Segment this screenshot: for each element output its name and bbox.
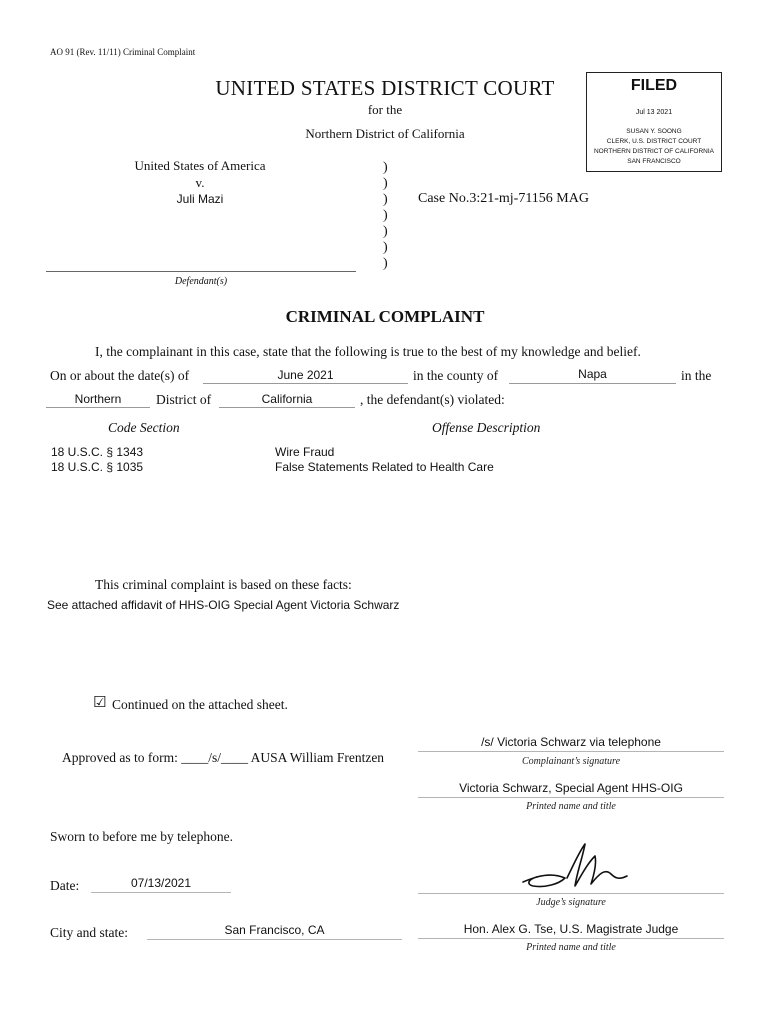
judge-signature-line — [418, 893, 724, 894]
caption-defendant: Juli Mazi — [176, 192, 224, 206]
district-prefix-field[interactable]: Northern — [74, 392, 122, 406]
in-the-suffix: in the — [681, 368, 712, 383]
district-prefix-line — [46, 407, 150, 408]
complainant-signature[interactable]: /s/ Victoria Schwarz via telephone — [481, 735, 661, 749]
date-line — [91, 892, 231, 893]
court-title: UNITED STATES DISTRICT COURT — [215, 76, 555, 100]
caption-paren: ) — [383, 192, 388, 207]
facts-label: This criminal complaint is based on these facts: — [95, 577, 352, 592]
defendant-line — [46, 271, 356, 272]
caption-paren: ) — [383, 240, 388, 255]
offense-date-field[interactable]: June 2021 — [277, 368, 334, 382]
caption-paren: ) — [383, 256, 388, 271]
complaint-heading: CRIMINAL COMPLAINT — [285, 307, 485, 326]
judge-name-title[interactable]: Hon. Alex G. Tse, U.S. Magistrate Judge — [463, 922, 679, 936]
city-state-label: City and state: — [50, 925, 128, 940]
judge-signature-label: Judge’s signature — [536, 897, 606, 908]
complainant-name-title[interactable]: Victoria Schwarz, Special Agent HHS-OIG — [459, 781, 683, 795]
filed-stamp-court: CLERK, U.S. DISTRICT COURT — [606, 138, 702, 145]
caption-paren: ) — [383, 160, 388, 175]
county-prefix: in the county of — [413, 368, 499, 383]
continued-checkbox[interactable]: ☑ — [93, 693, 107, 711]
filed-stamp-title: FILED — [630, 77, 678, 94]
date-field[interactable]: 07/13/2021 — [130, 876, 192, 890]
caption-paren: ) — [383, 208, 388, 223]
complainant-name-line — [418, 797, 724, 798]
offense-description-2: False Statements Related to Health Care — [275, 460, 494, 474]
caption-plaintiff: United States of America — [134, 158, 266, 173]
district-of-label: District of — [156, 392, 212, 407]
county-field[interactable]: Napa — [578, 367, 607, 381]
city-state-line — [147, 939, 402, 940]
violated-suffix: , the defendant(s) violated: — [360, 392, 505, 407]
court-for-the: for the — [367, 102, 403, 117]
sworn-statement: Sworn to before me by telephone. — [50, 829, 233, 844]
caption-versus: v. — [195, 175, 205, 190]
city-state-field[interactable]: San Francisco, CA — [224, 923, 325, 937]
continued-label: Continued on the attached sheet. — [112, 697, 288, 712]
caption-paren: ) — [383, 176, 388, 191]
facts-text: See attached affidavit of HHS-OIG Special Agent Victoria Schwarz — [47, 598, 400, 612]
filed-stamp — [586, 72, 722, 172]
offense-description-1: Wire Fraud — [275, 445, 335, 459]
judge-signature-mark — [515, 838, 635, 896]
filed-stamp-clerk: SUSAN Y. SOONG — [626, 128, 682, 135]
case-number: Case No.3:21-mj-71156 MAG — [418, 191, 589, 206]
complainant-signature-label: Complainant’s signature — [521, 756, 621, 767]
defendant-label: Defendant(s) — [174, 276, 228, 287]
court-district: Northern District of California — [305, 126, 465, 141]
state-field[interactable]: California — [261, 392, 313, 406]
state-line — [219, 407, 355, 408]
judge-name-label: Printed name and title — [526, 942, 616, 953]
intro-statement: I, the complainant in this case, state that the following is true to the best of my knowledge and belief. — [95, 344, 641, 359]
complainant-signature-line — [418, 751, 724, 752]
offense-date-line — [203, 383, 408, 384]
offense-description-header: Offense Description — [432, 420, 541, 435]
approved-as-to-form: Approved as to form: ____/s/____ AUSA William Frentzen — [62, 750, 385, 765]
date-prefix: On or about the date(s) of — [50, 368, 190, 383]
form-id: AO 91 (Rev. 11/11) Criminal Complaint — [50, 47, 196, 57]
code-section-1: 18 U.S.C. § 1343 — [51, 445, 144, 459]
code-section-2: 18 U.S.C. § 1035 — [51, 460, 144, 474]
county-line — [509, 383, 676, 384]
code-section-header: Code Section — [108, 420, 180, 435]
complainant-name-label: Printed name and title — [526, 801, 616, 812]
filed-stamp-date: Jul 13 2021 — [635, 109, 673, 116]
filed-stamp-district: NORTHERN DISTRICT OF CALIFORNIA — [593, 148, 715, 155]
judge-name-line — [418, 938, 724, 939]
caption-paren: ) — [383, 224, 388, 239]
filed-stamp-city: SAN FRANCISCO — [627, 158, 681, 165]
date-label: Date: — [50, 878, 80, 893]
